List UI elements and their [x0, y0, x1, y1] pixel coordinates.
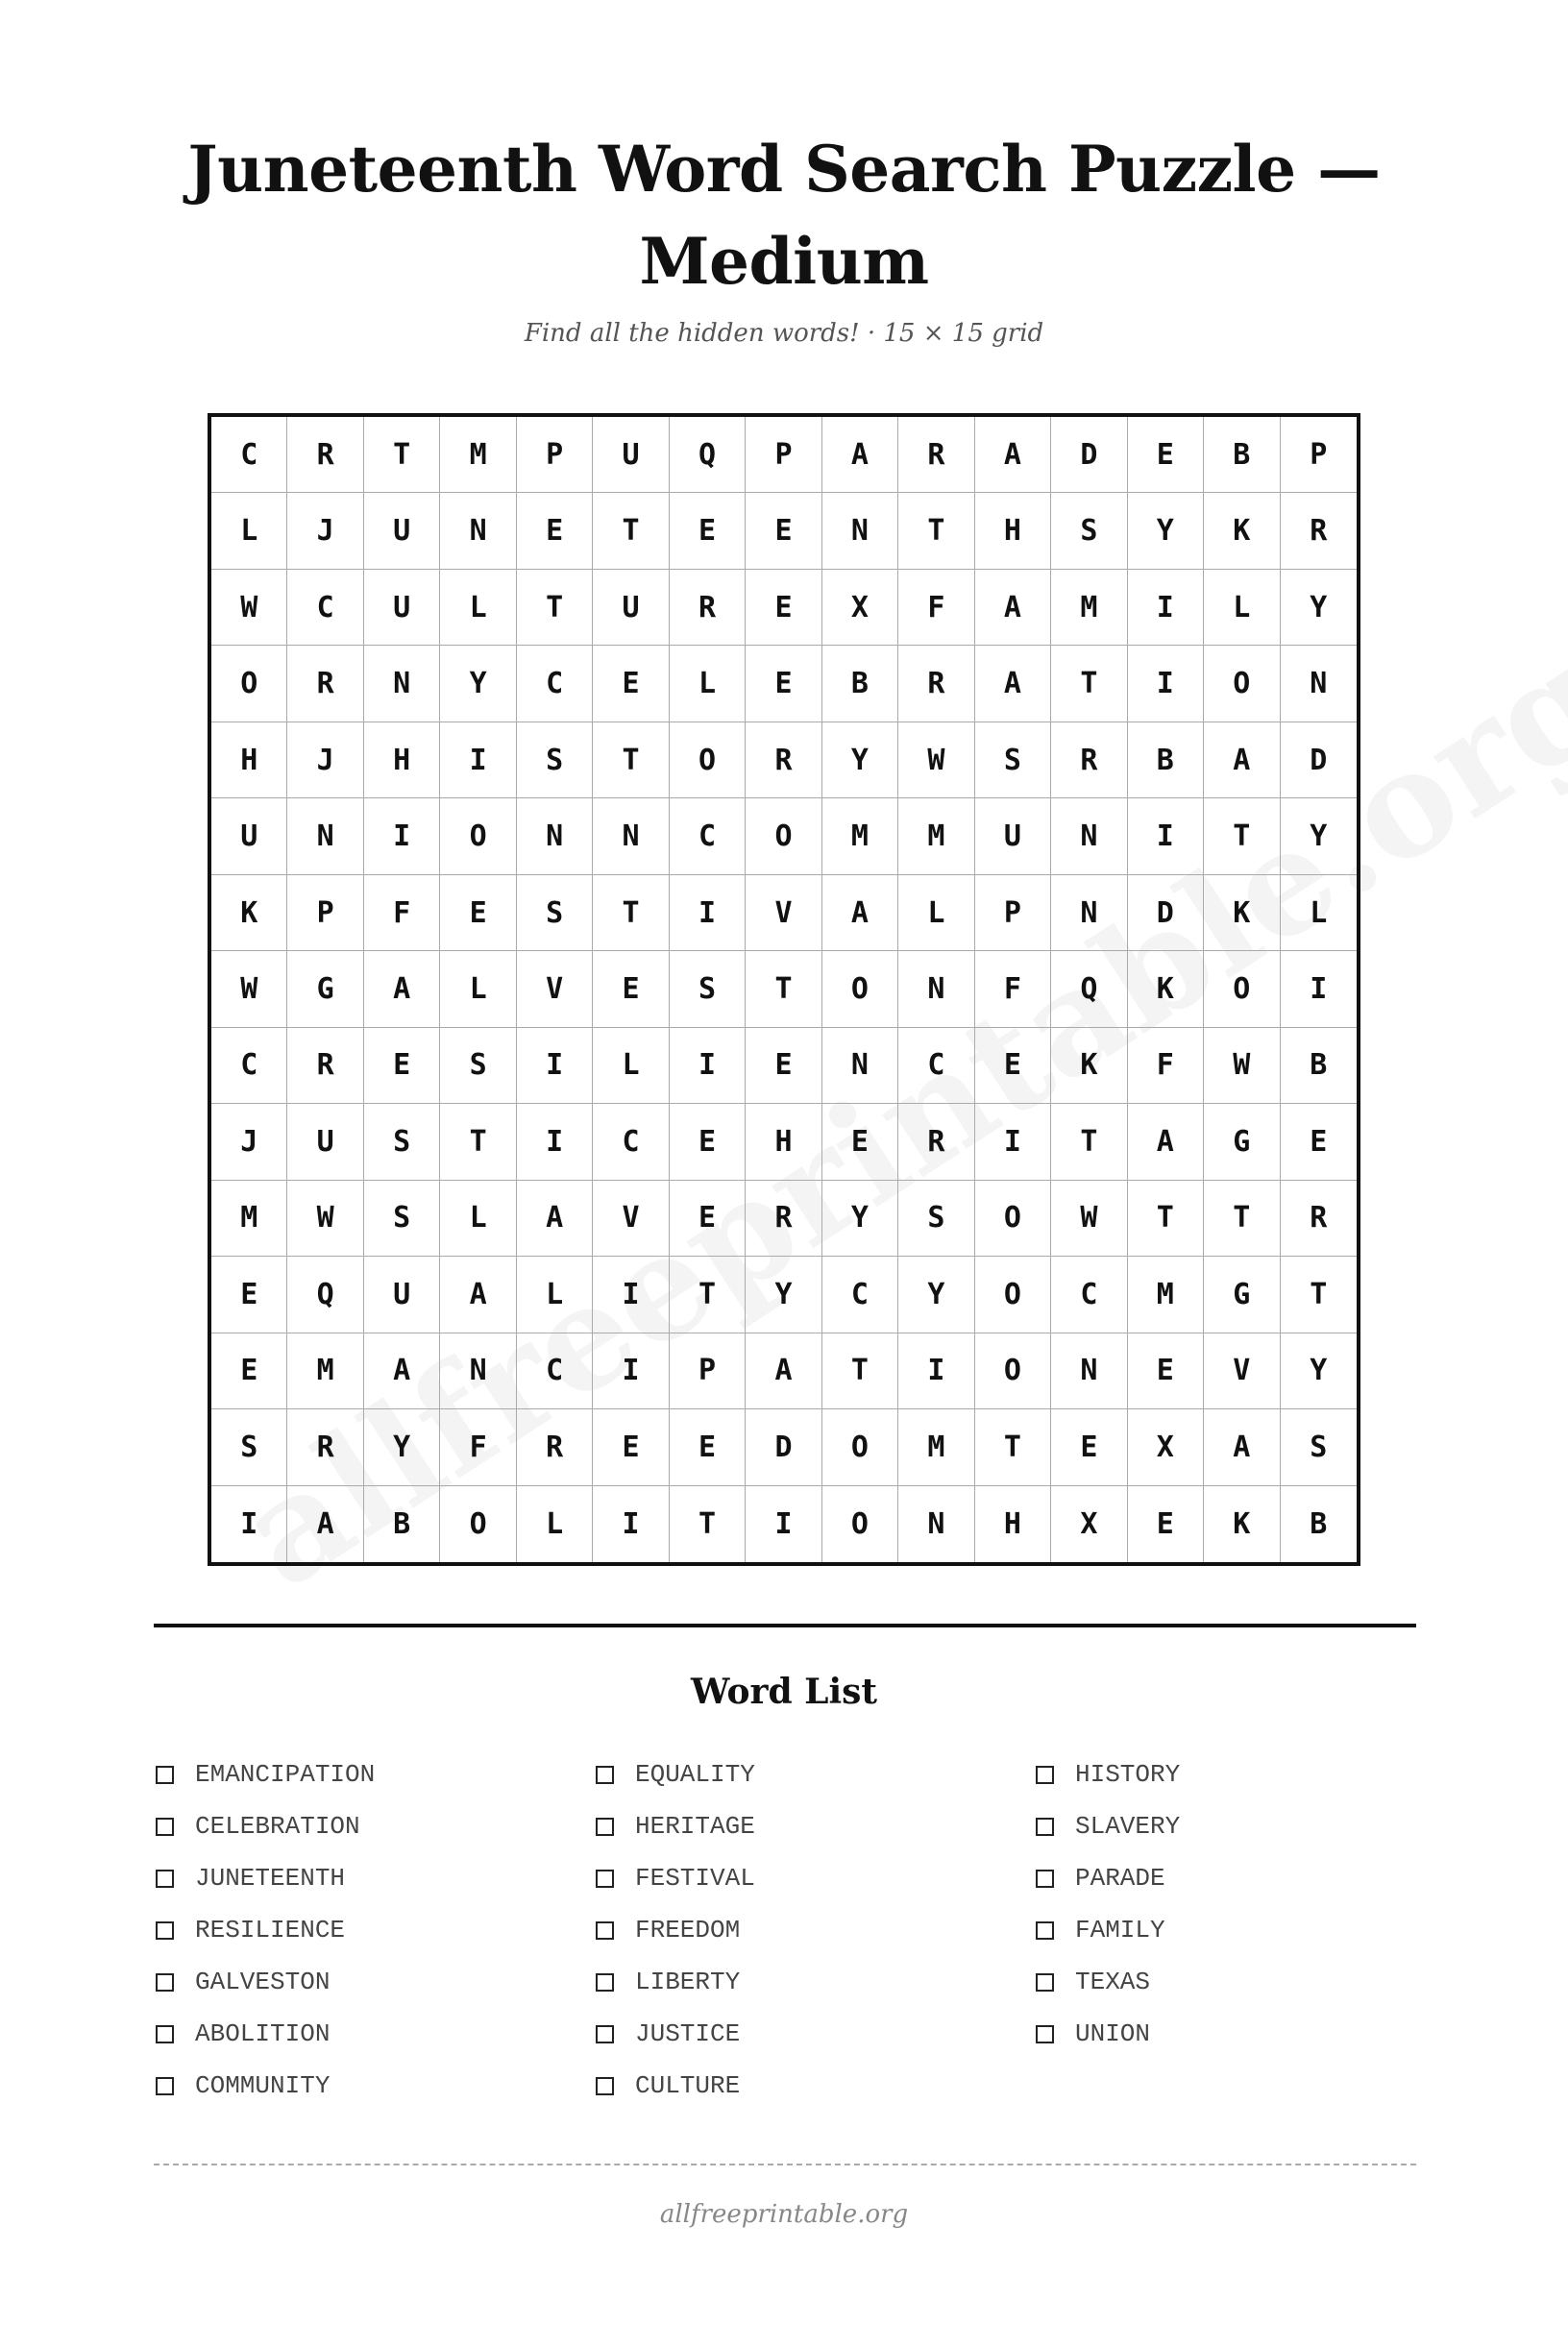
grid-cell[interactable]: S: [670, 951, 746, 1027]
grid-cell[interactable]: M: [287, 1333, 363, 1409]
grid-cell[interactable]: C: [898, 1028, 974, 1104]
grid-cell[interactable]: O: [670, 722, 746, 798]
grid-cell[interactable]: E: [1281, 1104, 1357, 1180]
word-label: CULTURE: [635, 2071, 741, 2100]
grid-cell[interactable]: U: [593, 417, 669, 493]
grid-cell[interactable]: Y: [1128, 493, 1204, 569]
grid-cell[interactable]: G: [1204, 1104, 1280, 1180]
grid-cell[interactable]: I: [1128, 646, 1204, 722]
grid-cell[interactable]: A: [975, 646, 1051, 722]
word-list-title: Word List: [690, 1672, 878, 1712]
grid-cell[interactable]: T: [517, 570, 593, 646]
word-list-item: [1036, 2008, 1180, 2060]
grid-cell[interactable]: H: [975, 1486, 1051, 1562]
grid-cell[interactable]: Y: [746, 1257, 821, 1333]
grid-cell[interactable]: A: [822, 417, 898, 493]
grid-cell[interactable]: T: [670, 1257, 746, 1333]
grid-cell[interactable]: E: [670, 493, 746, 569]
grid-cell[interactable]: E: [1128, 1333, 1204, 1409]
grid-cell[interactable]: I: [670, 1028, 746, 1104]
grid-cell[interactable]: D: [1281, 722, 1357, 798]
grid-cell[interactable]: X: [822, 570, 898, 646]
grid-cell[interactable]: R: [287, 1028, 363, 1104]
grid-cell[interactable]: E: [670, 1104, 746, 1180]
grid-cell[interactable]: V: [746, 875, 821, 951]
checkbox-icon[interactable]: [596, 1870, 614, 1888]
grid-cell[interactable]: E: [822, 1104, 898, 1180]
grid-cell[interactable]: V: [593, 1181, 669, 1257]
grid-cell[interactable]: A: [1128, 1104, 1204, 1180]
grid-cell[interactable]: E: [593, 951, 669, 1027]
grid-cell[interactable]: N: [364, 646, 440, 722]
grid-cell[interactable]: K: [1204, 875, 1280, 951]
grid-cell[interactable]: A: [517, 1181, 593, 1257]
grid-cell[interactable]: A: [975, 417, 1051, 493]
word-list-item: [156, 2008, 375, 2060]
grid-cell[interactable]: E: [670, 1181, 746, 1257]
grid-cell[interactable]: M: [898, 1409, 974, 1485]
grid-cell[interactable]: M: [211, 1181, 287, 1257]
grid-cell[interactable]: R: [898, 417, 974, 493]
grid-cell[interactable]: C: [593, 1104, 669, 1180]
grid-cell[interactable]: C: [517, 646, 593, 722]
grid-cell[interactable]: W: [1051, 1181, 1127, 1257]
grid-cell[interactable]: L: [593, 1028, 669, 1104]
grid-cell[interactable]: W: [898, 722, 974, 798]
grid-cell[interactable]: N: [822, 493, 898, 569]
checkbox-icon[interactable]: [156, 1973, 174, 1992]
grid-cell[interactable]: U: [364, 493, 440, 569]
grid-cell[interactable]: L: [211, 493, 287, 569]
checkbox-icon[interactable]: [156, 2077, 174, 2095]
grid-cell[interactable]: P: [975, 875, 1051, 951]
grid-cell[interactable]: R: [1051, 722, 1127, 798]
grid-cell[interactable]: K: [211, 875, 287, 951]
grid-cell[interactable]: S: [1051, 493, 1127, 569]
grid-cell[interactable]: Y: [1281, 1333, 1357, 1409]
grid-cell[interactable]: U: [287, 1104, 363, 1180]
grid-cell[interactable]: T: [746, 951, 821, 1027]
grid-cell[interactable]: N: [898, 951, 974, 1027]
grid-cell[interactable]: T: [1128, 1181, 1204, 1257]
grid-cell[interactable]: V: [517, 951, 593, 1027]
grid-cell[interactable]: I: [440, 722, 516, 798]
grid-cell[interactable]: O: [975, 1333, 1051, 1409]
grid-cell[interactable]: W: [1204, 1028, 1280, 1104]
checkbox-icon[interactable]: [1036, 1973, 1054, 1992]
grid-cell[interactable]: S: [364, 1104, 440, 1180]
word-label: HISTORY: [1075, 1760, 1181, 1789]
grid-cell[interactable]: W: [211, 951, 287, 1027]
grid-cell[interactable]: S: [898, 1181, 974, 1257]
word-label: JUSTICE: [635, 2019, 741, 2048]
grid-cell[interactable]: E: [746, 570, 821, 646]
checkbox-icon[interactable]: [156, 1766, 174, 1784]
grid-cell[interactable]: P: [746, 417, 821, 493]
word-label: ABOLITION: [195, 2019, 331, 2048]
grid-cell[interactable]: T: [593, 722, 669, 798]
grid-cell[interactable]: M: [1128, 1257, 1204, 1333]
grid-cell[interactable]: K: [1204, 493, 1280, 569]
grid-cell[interactable]: R: [1281, 493, 1357, 569]
grid-cell[interactable]: D: [1051, 417, 1127, 493]
grid-cell[interactable]: T: [822, 1333, 898, 1409]
word-label: TEXAS: [1075, 1968, 1151, 1996]
grid-cell[interactable]: T: [1281, 1257, 1357, 1333]
word-list-item: [596, 1749, 755, 1800]
grid-cell[interactable]: B: [364, 1486, 440, 1562]
grid-cell[interactable]: N: [822, 1028, 898, 1104]
grid-cell[interactable]: B: [822, 646, 898, 722]
word-label: PARADE: [1075, 1864, 1165, 1893]
grid-cell[interactable]: A: [364, 951, 440, 1027]
grid-cell[interactable]: U: [211, 798, 287, 874]
grid-cell[interactable]: I: [211, 1486, 287, 1562]
grid-cell[interactable]: R: [517, 1409, 593, 1485]
word-label: HERITAGE: [635, 1812, 755, 1841]
word-list-item: [596, 1800, 755, 1852]
grid-cell[interactable]: O: [1204, 951, 1280, 1027]
grid-cell[interactable]: U: [975, 798, 1051, 874]
grid-cell[interactable]: J: [287, 722, 363, 798]
grid-cell[interactable]: E: [440, 875, 516, 951]
grid-cell[interactable]: H: [746, 1104, 821, 1180]
grid-cell[interactable]: R: [287, 417, 363, 493]
grid-cell[interactable]: L: [670, 646, 746, 722]
grid-cell[interactable]: I: [975, 1104, 1051, 1180]
checkbox-icon[interactable]: [1036, 1766, 1054, 1784]
grid-cell[interactable]: R: [287, 1409, 363, 1485]
grid-cell[interactable]: D: [1128, 875, 1204, 951]
checkbox-icon[interactable]: [1036, 1818, 1054, 1836]
grid-cell[interactable]: I: [1128, 798, 1204, 874]
grid-cell[interactable]: C: [211, 417, 287, 493]
checkbox-icon[interactable]: [156, 1818, 174, 1836]
grid-cell[interactable]: I: [1281, 951, 1357, 1027]
section-divider: [154, 1624, 1416, 1627]
grid-cell[interactable]: H: [975, 493, 1051, 569]
grid-cell[interactable]: Y: [1281, 798, 1357, 874]
grid-cell[interactable]: G: [287, 951, 363, 1027]
word-list-item: [596, 2060, 755, 2112]
checkbox-icon[interactable]: [596, 1766, 614, 1784]
grid-cell[interactable]: W: [211, 570, 287, 646]
word-list-item: [1036, 1749, 1180, 1800]
grid-cell[interactable]: L: [440, 1181, 516, 1257]
grid-cell[interactable]: S: [975, 722, 1051, 798]
grid-cell[interactable]: P: [287, 875, 363, 951]
word-list-item: [1036, 1852, 1180, 1904]
word-list-item: [596, 1904, 755, 1956]
grid-cell[interactable]: P: [670, 1333, 746, 1409]
grid-cell[interactable]: E: [593, 1409, 669, 1485]
grid-cell[interactable]: S: [517, 875, 593, 951]
word-list-item: [1036, 1956, 1180, 2008]
grid-cell[interactable]: S: [440, 1028, 516, 1104]
grid-cell[interactable]: Y: [1281, 570, 1357, 646]
grid-cell[interactable]: Y: [822, 722, 898, 798]
grid-cell[interactable]: V: [1204, 1333, 1280, 1409]
grid-cell[interactable]: E: [517, 493, 593, 569]
grid-cell[interactable]: Y: [822, 1181, 898, 1257]
grid-cell[interactable]: R: [746, 722, 821, 798]
grid-cell[interactable]: J: [287, 493, 363, 569]
grid-cell[interactable]: E: [746, 1028, 821, 1104]
word-list-column-1: [156, 1749, 375, 2112]
grid-cell[interactable]: C: [670, 798, 746, 874]
grid-cell[interactable]: A: [440, 1257, 516, 1333]
grid-cell[interactable]: O: [440, 1486, 516, 1562]
grid-cell[interactable]: L: [440, 951, 516, 1027]
grid-cell[interactable]: N: [593, 798, 669, 874]
grid-cell[interactable]: Y: [364, 1409, 440, 1485]
grid-cell[interactable]: F: [440, 1409, 516, 1485]
checkbox-icon[interactable]: [596, 1818, 614, 1836]
word-list-item: [156, 1749, 375, 1800]
checkbox-icon[interactable]: [1036, 1921, 1054, 1940]
checkbox-icon[interactable]: [156, 1870, 174, 1888]
grid-cell[interactable]: X: [1051, 1486, 1127, 1562]
grid-cell[interactable]: E: [1128, 1486, 1204, 1562]
grid-cell[interactable]: T: [670, 1486, 746, 1562]
grid-cell[interactable]: I: [517, 1028, 593, 1104]
grid-cell[interactable]: N: [898, 1486, 974, 1562]
grid-cell[interactable]: R: [898, 646, 974, 722]
grid-cell[interactable]: B: [1204, 417, 1280, 493]
grid-cell[interactable]: F: [1128, 1028, 1204, 1104]
footer-divider: [154, 2164, 1416, 2165]
grid-cell[interactable]: C: [1051, 1257, 1127, 1333]
grid-cell[interactable]: R: [670, 570, 746, 646]
checkbox-icon[interactable]: [596, 2077, 614, 2095]
page-subtitle: Find all the hidden words! · 15 × 15 grid: [524, 319, 1044, 348]
word-label: UNION: [1075, 2019, 1151, 2048]
grid-cell[interactable]: S: [517, 722, 593, 798]
word-list-item: [596, 1852, 755, 1904]
grid-cell[interactable]: L: [1281, 875, 1357, 951]
grid-cell[interactable]: E: [211, 1257, 287, 1333]
grid-cell[interactable]: A: [364, 1333, 440, 1409]
word-label: EQUALITY: [635, 1760, 755, 1789]
grid-cell[interactable]: P: [517, 417, 593, 493]
grid-cell[interactable]: M: [1051, 570, 1127, 646]
checkbox-icon[interactable]: [1036, 2025, 1054, 2043]
word-label: CELEBRATION: [195, 1812, 360, 1841]
grid-cell[interactable]: W: [287, 1181, 363, 1257]
grid-cell[interactable]: B: [1128, 722, 1204, 798]
grid-cell[interactable]: D: [746, 1409, 821, 1485]
grid-cell[interactable]: R: [1281, 1181, 1357, 1257]
word-label: GALVESTON: [195, 1968, 331, 1996]
grid-cell[interactable]: F: [975, 951, 1051, 1027]
word-search-grid: [208, 413, 1360, 1566]
grid-cell[interactable]: R: [898, 1104, 974, 1180]
grid-cell[interactable]: E: [670, 1409, 746, 1485]
grid-cell[interactable]: G: [1204, 1257, 1280, 1333]
grid-cell[interactable]: H: [364, 722, 440, 798]
grid-cell[interactable]: N: [1051, 875, 1127, 951]
grid-cell[interactable]: T: [593, 875, 669, 951]
checkbox-icon[interactable]: [596, 1973, 614, 1992]
grid-cell[interactable]: T: [593, 493, 669, 569]
grid-cell[interactable]: O: [822, 1409, 898, 1485]
word-list-item: [1036, 1904, 1180, 1956]
grid-cell[interactable]: T: [1204, 798, 1280, 874]
grid-cell[interactable]: O: [975, 1257, 1051, 1333]
checkbox-icon[interactable]: [1036, 1870, 1054, 1888]
word-label: COMMUNITY: [195, 2071, 331, 2100]
grid-cell[interactable]: L: [440, 570, 516, 646]
grid-cell[interactable]: T: [1204, 1181, 1280, 1257]
grid-cell[interactable]: K: [1128, 951, 1204, 1027]
word-label: FAMILY: [1075, 1916, 1165, 1944]
grid-cell[interactable]: F: [898, 570, 974, 646]
grid-cell[interactable]: T: [898, 493, 974, 569]
word-label: EMANCIPATION: [195, 1760, 376, 1789]
grid-cell[interactable]: E: [211, 1333, 287, 1409]
word-list-item: [596, 1956, 755, 2008]
word-label: FREEDOM: [635, 1916, 741, 1944]
grid-cell[interactable]: E: [364, 1028, 440, 1104]
grid-cell[interactable]: E: [1128, 417, 1204, 493]
word-label: RESILIENCE: [195, 1916, 346, 1944]
grid-cell[interactable]: L: [1204, 570, 1280, 646]
grid-cell[interactable]: B: [1281, 1028, 1357, 1104]
grid-cell[interactable]: O: [822, 1486, 898, 1562]
grid-cell[interactable]: X: [1128, 1409, 1204, 1485]
grid-cell[interactable]: I: [593, 1486, 669, 1562]
grid-cell[interactable]: I: [898, 1333, 974, 1409]
checkbox-icon[interactable]: [596, 1921, 614, 1940]
grid-cell[interactable]: I: [593, 1257, 669, 1333]
checkbox-icon[interactable]: [156, 1921, 174, 1940]
word-list-item: [156, 1852, 375, 1904]
grid-cell[interactable]: L: [898, 875, 974, 951]
grid-cell[interactable]: N: [1051, 798, 1127, 874]
grid-cell[interactable]: O: [822, 951, 898, 1027]
grid-cell[interactable]: M: [898, 798, 974, 874]
grid-cell[interactable]: Y: [898, 1257, 974, 1333]
grid-cell[interactable]: U: [364, 1257, 440, 1333]
grid-cell[interactable]: R: [746, 1181, 821, 1257]
checkbox-icon[interactable]: [156, 2025, 174, 2043]
grid-cell[interactable]: R: [287, 646, 363, 722]
grid-cell[interactable]: I: [517, 1104, 593, 1180]
grid-cell[interactable]: S: [211, 1409, 287, 1485]
grid-cell[interactable]: T: [364, 417, 440, 493]
grid-cell[interactable]: L: [517, 1486, 593, 1562]
word-list-item: [156, 1800, 375, 1852]
grid-cell[interactable]: E: [1051, 1409, 1127, 1485]
grid-cell[interactable]: I: [364, 798, 440, 874]
word-list-item: [596, 2008, 755, 2060]
grid-cell[interactable]: N: [1281, 646, 1357, 722]
word-label: FESTIVAL: [635, 1864, 755, 1893]
grid-cell[interactable]: K: [1204, 1486, 1280, 1562]
page-title: Juneteenth Word Search Puzzle — Medium: [187, 132, 1381, 299]
grid-cell[interactable]: C: [211, 1028, 287, 1104]
word-list-item: [156, 1956, 375, 2008]
grid-cell[interactable]: J: [211, 1104, 287, 1180]
grid-cell[interactable]: T: [1051, 1104, 1127, 1180]
grid-cell[interactable]: I: [746, 1486, 821, 1562]
grid-cell[interactable]: N: [440, 1333, 516, 1409]
grid-cell[interactable]: O: [1204, 646, 1280, 722]
word-label: LIBERTY: [635, 1968, 741, 1996]
grid-cell[interactable]: S: [1281, 1409, 1357, 1485]
grid-cell[interactable]: U: [593, 570, 669, 646]
grid-cell[interactable]: T: [440, 1104, 516, 1180]
grid-cell[interactable]: O: [975, 1181, 1051, 1257]
grid-cell[interactable]: Q: [670, 417, 746, 493]
grid-cell[interactable]: O: [211, 646, 287, 722]
grid-cell[interactable]: S: [364, 1181, 440, 1257]
grid-cell[interactable]: L: [517, 1257, 593, 1333]
grid-cell[interactable]: C: [822, 1257, 898, 1333]
grid-cell[interactable]: P: [1281, 417, 1357, 493]
grid-cell[interactable]: O: [746, 798, 821, 874]
word-label: JUNETEENTH: [195, 1864, 346, 1893]
grid-cell[interactable]: C: [517, 1333, 593, 1409]
grid-cell[interactable]: E: [746, 493, 821, 569]
grid-cell[interactable]: A: [1204, 1409, 1280, 1485]
grid-cell[interactable]: A: [975, 570, 1051, 646]
grid-cell[interactable]: Q: [1051, 951, 1127, 1027]
grid-cell[interactable]: F: [364, 875, 440, 951]
word-list-item: [1036, 1800, 1180, 1852]
grid-cell[interactable]: B: [1310, 1506, 1328, 1541]
grid-cell[interactable]: C: [287, 570, 363, 646]
grid-cell[interactable]: N: [440, 493, 516, 569]
word-list-item: [156, 1904, 375, 1956]
grid-cell[interactable]: K: [1051, 1028, 1127, 1104]
grid-cell[interactable]: E: [975, 1028, 1051, 1104]
grid-cell[interactable]: Q: [287, 1257, 363, 1333]
grid-cell[interactable]: N: [287, 798, 363, 874]
checkbox-icon[interactable]: [596, 2025, 614, 2043]
grid-cell[interactable]: T: [1051, 646, 1127, 722]
grid-cell[interactable]: Y: [440, 646, 516, 722]
grid-cell[interactable]: O: [440, 798, 516, 874]
word-list-column-3: [1036, 1749, 1180, 2060]
grid-cell[interactable]: I: [593, 1333, 669, 1409]
grid-cell[interactable]: M: [440, 417, 516, 493]
word-label: SLAVERY: [1075, 1812, 1181, 1841]
grid-cell[interactable]: I: [1128, 570, 1204, 646]
grid-cell[interactable]: E: [593, 646, 669, 722]
grid-cell[interactable]: N: [1051, 1333, 1127, 1409]
grid-cell[interactable]: T: [975, 1409, 1051, 1485]
grid-cell[interactable]: U: [364, 570, 440, 646]
grid-cell[interactable]: H: [211, 722, 287, 798]
word-list-item: [156, 2060, 375, 2112]
word-list-column-2: [596, 1749, 755, 2112]
grid-cell[interactable]: A: [287, 1486, 363, 1562]
grid-cell[interactable]: N: [517, 798, 593, 874]
grid-cell[interactable]: M: [822, 798, 898, 874]
grid-cell[interactable]: A: [1204, 722, 1280, 798]
grid-cell[interactable]: A: [822, 875, 898, 951]
grid-cell[interactable]: I: [670, 875, 746, 951]
footer-site: allfreeprintable.org: [659, 2200, 909, 2229]
grid-cell[interactable]: E: [746, 646, 821, 722]
grid-cell[interactable]: A: [746, 1333, 821, 1409]
